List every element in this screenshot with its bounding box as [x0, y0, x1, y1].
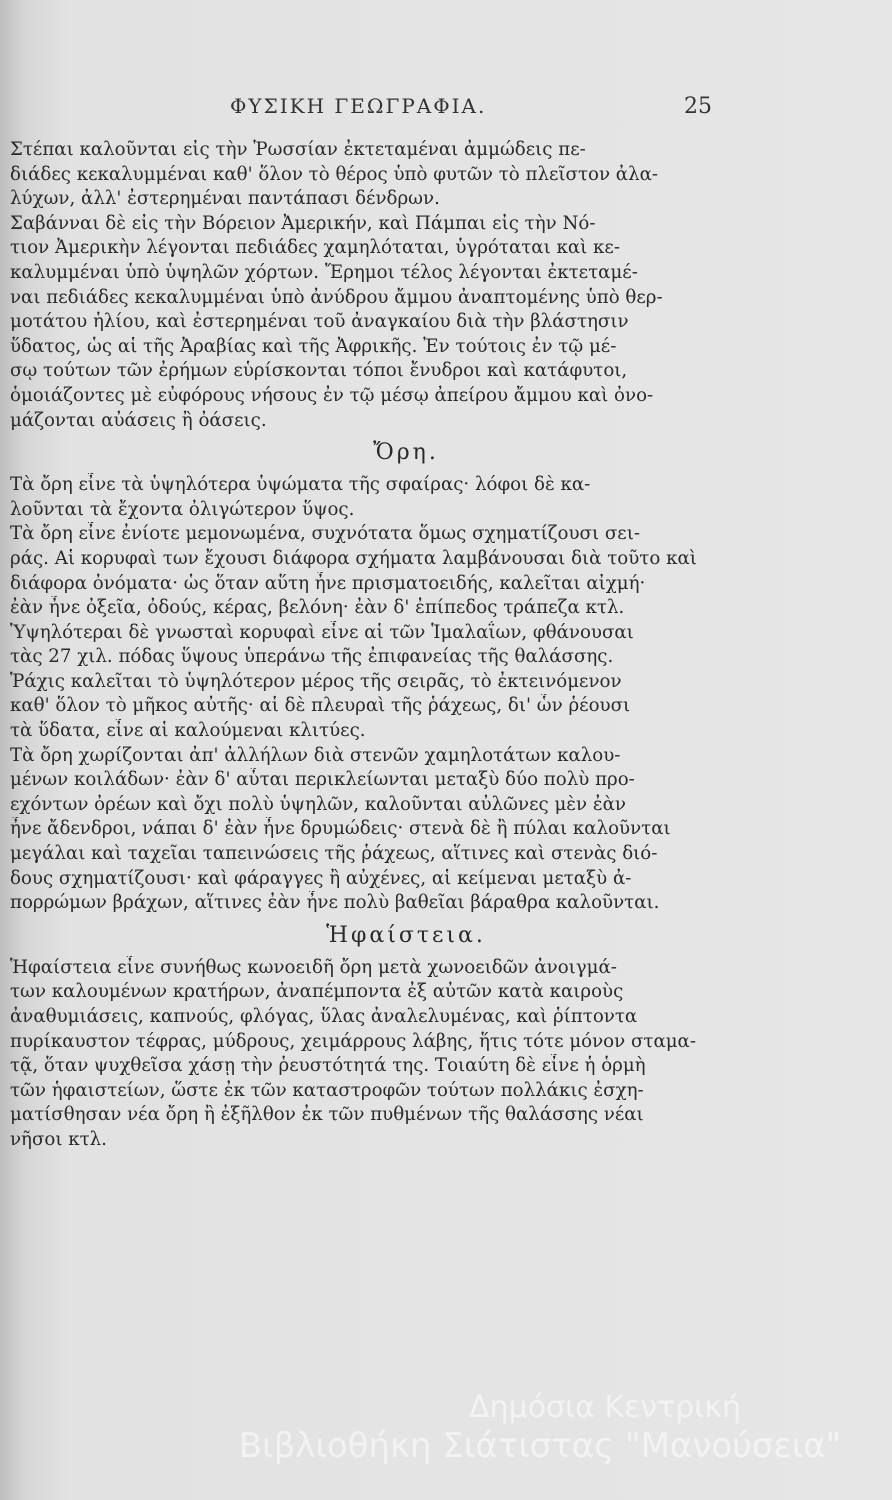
- text-line: τιον Ἀμερικὴν λέγονται πεδιάδες χαμηλόταται, ὑγρόταται καὶ κε-: [10, 237, 620, 259]
- text-line: μοτάτου ἡλίου, καὶ ἐστερημέναι τοῦ ἀναγκαίου διὰ τὴν βλάστησιν: [10, 311, 629, 333]
- text-line: διάφορα ὀνόματα· ὡς ὅταν αὕτη ἦνε πρισματοειδής, καλεῖται αἰχμή·: [10, 572, 646, 594]
- watermark-line: Βιβλιοθήκη Σιάτιστας "Μανούσεια": [238, 1426, 842, 1466]
- text-line: Στέπαι καλοῦνται εἰς τὴν Ῥωσσίαν ἐκτεταμέναι ἀμμώδεις πε-: [10, 139, 586, 160]
- text-line: λοῦνται τὰ ἔχοντα ὀλιγώτερον ὕψος.: [10, 498, 355, 520]
- section-heading-volcanoes: Ἡφαίστεια.: [326, 922, 486, 948]
- text-line: τῶν ἡφαιστείων, ὥστε ἐκ τῶν καταστροφῶν τούτων πολλάκις ἐσχη-: [10, 1079, 644, 1101]
- text-line: μάζονται αὐάσεις ἢ ὀάσεις.: [10, 409, 267, 431]
- text-line: Ῥάχις καλεῖται τὸ ὑψηλότερον μέρος τῆς σειρᾶς, τὸ ἐκτεινόμενον: [10, 670, 622, 692]
- page-header: [0, 94, 892, 124]
- text-line: Τὰ ὄρη εἶνε ἐνίοτε μεμονωμένα, συχνότατα ὅμως σχηματίζουσι σει-: [10, 523, 640, 545]
- text-line: των καλουμένων κρατήρων, ἀναπέμποντα ἐξ αὐτῶν κατὰ καιροὺς: [10, 981, 624, 1003]
- text-line: Τὰ ὄρη εἶνε τὰ ὑψηλότερα ὑψώματα τῆς σφαίρας· λόφοι δὲ κα-: [10, 474, 591, 496]
- library-watermark: [200, 1390, 880, 1466]
- section-heading-mountains: Ὄρη.: [373, 440, 439, 466]
- paragraph-volcanoes: [10, 956, 722, 1153]
- text-line: τᾷ, ὅταν ψυχθεῖσα χάσῃ τὴν ῥευστότητά της. Τοιαύτη δὲ εἶνε ἡ ὁρμὴ: [10, 1055, 646, 1077]
- text-line: καλυμμέναι ὑπὸ ὑψηλῶν χόρτων. Ἔρημοι τέλος λέγονται ἐκτεταμέ-: [10, 261, 638, 283]
- text-line: δους σχηματίζουσι· καὶ φάραγγες ἢ αὐχένες, αἱ κείμεναι μεταξὺ ἀ-: [10, 867, 632, 889]
- text-line: ἀναθυμιάσεις, καπνούς, φλόγας, ὕλας ἀναλελυμένας, καὶ ῥίπτοντα: [10, 1006, 638, 1027]
- text-line: Ὑψηλότεραι δὲ γνωσταὶ κορυφαὶ εἶνε αἱ τῶν Ἱμαλαΐων, φθάνουσαι: [10, 621, 634, 643]
- text-line: ράς. Αἱ κορυφαὶ των ἔχουσι διάφορα σχήματα λαμβάνουσαι διὰ τοῦτο καὶ: [10, 547, 697, 569]
- text-line: μένων κοιλάδων· ἐὰν δ' αὗται περικλείωνται μεταξὺ δύο πολὺ προ-: [10, 769, 635, 791]
- text-line: σῳ τούτων τῶν ἐρήμων εὑρίσκονται τόποι ἔνυδροι καὶ κατάφυτοι,: [10, 360, 628, 382]
- text-line: νῆσοι κτλ.: [10, 1128, 107, 1150]
- text-line: τὰς 27 χιλ. πόδας ὕψους ὑπεράνω τῆς ἐπιφανείας τῆς θαλάσσης.: [10, 646, 614, 668]
- watermark-line: Δημόσια Κεντρική: [468, 1390, 742, 1425]
- text-line: πορρώμων βράχων, αἵτινες ἐὰν ἦνε πολὺ βαθεῖαι βάραθρα καλοῦνται.: [10, 892, 660, 914]
- text-line: τὰ ὕδατα, εἶνε αἱ καλούμεναι κλιτύες.: [10, 720, 366, 742]
- text-line: ματίσθησαν νέα ὄρη ἢ ἐξῆλθον ἐκ τῶν πυθμένων τῆς θαλάσσης νέαι: [10, 1104, 644, 1126]
- running-head: ΦΥΣΙΚΗ ΓΕΩΓΡΑΦΙΑ.: [230, 94, 487, 118]
- text-line: Σαβάνναι δὲ εἰς τὴν Βόρειον Ἀμερικήν, καὶ Πάμπαι εἰς τὴν Νό-: [10, 212, 596, 234]
- text-line: ὁμοιάζοντες μὲ εὐφόρους νήσους ἐν τῷ μέσῳ ἀπείρου ἄμμου καὶ ὀνο-: [10, 384, 654, 406]
- body-text: [10, 138, 722, 1153]
- text-line: ἦνε ἄδενδροι, νάπαι δ' ἐὰν ἦνε δρυμώδεις· στενὰ δὲ ἢ πύλαι καλοῦνται: [10, 818, 671, 840]
- text-line: ἐὰν ἦνε ὀξεῖα, ὀδούς, κέρας, βελόνη· ἐὰν δ' ἐπίπεδος τράπεζα κτλ.: [10, 597, 625, 619]
- text-line: διάδες κεκαλυμμέναι καθ' ὅλον τὸ θέρος ὑπὸ φυτῶν τὸ πλεῖστον ἀλα-: [10, 163, 659, 185]
- text-line: καθ' ὅλον τὸ μῆκος αὐτῆς· αἱ δὲ πλευραὶ τῆς ῥάχεως, δι' ὧν ῥέουσι: [10, 695, 631, 717]
- paragraph-steppes: [10, 138, 722, 433]
- text-line: Τὰ ὄρη χωρίζονται ἀπ' ἀλλήλων διὰ στενῶν χαμηλοτάτων καλου-: [10, 744, 621, 766]
- text-line: εχόντων ὀρέων καὶ ὄχι πολὺ ὑψηλῶν, καλοῦνται αὐλῶνες μὲν ἐὰν: [10, 793, 626, 815]
- text-line: πυρίκαυστον τέφρας, μύδρους, χειμάρρους λάβης, ἥτις τότε μόνον σταμα-: [10, 1030, 696, 1052]
- text-line: λύχων, ἀλλ' ἐστερημέναι παντάπασι δένδρων.: [10, 188, 440, 210]
- text-line: ὕδατος, ὡς αἱ τῆς Ἀραβίας καὶ τῆς Ἀφρικῆς. Ἐν τούτοις ἐν τῷ μέ-: [10, 335, 617, 357]
- text-line: ναι πεδιάδες κεκαλυμμέναι ὑπὸ ἀνύδρου ἄμμου ἀναπτομένης ὑπὸ θερ-: [10, 286, 663, 308]
- page-number: 25: [684, 94, 712, 119]
- text-line: μεγάλαι καὶ ταχεῖαι ταπεινώσεις τῆς ῥάχεως, αἵτινες καὶ στενὰς διό-: [10, 843, 658, 865]
- paragraph-mountains: [10, 473, 722, 916]
- text-line: Ἡφαίστεια εἶνε συνήθως κωνοειδῆ ὄρη μετὰ χωνοειδῶν ἀνοιγμά-: [10, 956, 617, 978]
